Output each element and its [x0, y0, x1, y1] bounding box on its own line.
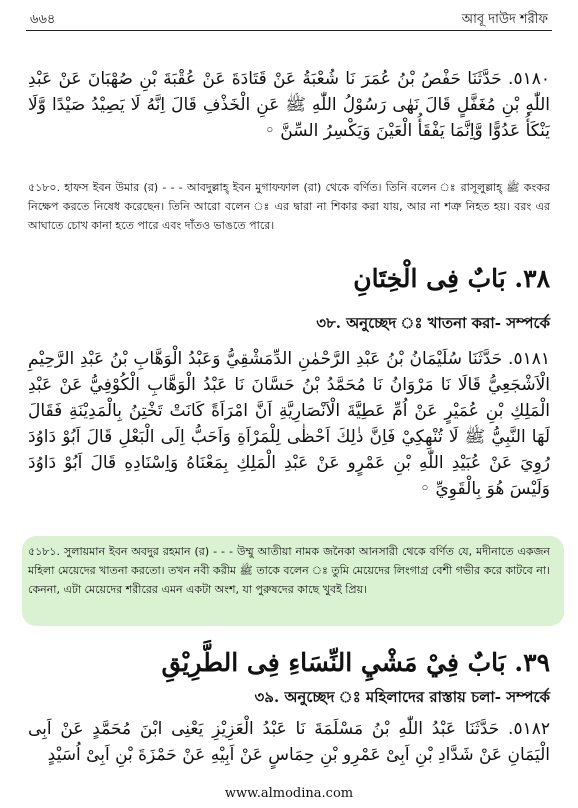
chapter-38-bangla-title: ৩৮. অনুচ্ছেদ ঃ খাতনা করা- সম্পর্কে	[316, 314, 550, 332]
hadith-5181-arabic: ٥١٨١. حَدَّثَنَا سُلَيْمَانُ بْنُ عَبْدِ الرَّحْمٰنِ الدِّمَشْقِيُّ وَعَبْدُ الْوَهَّابِ بْنُ عَبْدِ الرَّحِيْمِ الْاَشْجَعِيُّ قَالَا نَا مَرْوَانُ نَا مُحَمَّدُ بْنُ حَسَّانَ نَا عَبْدُ الْوَهَّابِ الْكُوْفِيُّ عَنْ عَبْدِ الْمَلِكِ بْنِ عُمَيْرٍ عَنْ اُمِّ عَطِيَّةَ الْاَنْصَارِيَّةِ اَنَّ امْرَاَةً كَانَتْ تَخْتِنُ بِالْمَدِيْنَةِ فَقَالَ لَهَا النَّبِيُّ ﷺ لَا تُنْهِكِيْ فَاِنَّ ذٰلِكَ اَحْظٰى لِلْمَرْاَةِ وَاَحَبُّ اِلَى الْبَعْلِ قَالَ اَبُوْ دَاوُدَ رُوِيَ عَنْ عُبَيْدِ اللّٰهِ بْنِ عَمْرٍو عَنْ عَبْدِ الْمَلِكِ بِمَعْنَاهُ وَاِسْنَادِهِ قَالَ اَبُوْ دَاوُدَ وَلَيْسَ هُوَ بِالْقَوِيِّ ◦	[28, 349, 550, 499]
hadith-5182-arabic: ٥١٨٢. حَدَّثَنَا عَبْدُ اللّٰهِ بْنُ مَسْلَمَةَ نَا عَبْدُ الْعَزِيْزِ يَعْنِى ابْنَ مُحَمَّدٍ عَنْ اَبِى الْيَمَانِ عَنْ شَدَّادِ بْنِ اَبِىْ عَمْرِو بْنِ حِمَاسٍ عَنْ اَبِيْهِ عَنْ حَمْزَةَ بْنِ اَبِىْ اُسَيْدٍ	[28, 719, 550, 765]
book-title: আবূ দাউদ শরীফ	[461, 12, 548, 27]
hadith-5180-bangla: ৫১৮০. হাফস ইবন উমার (র) - - - আবদুল্লাহ্ ইবন মুগাফফাল (রা) থেকে বর্ণিত। তিনি বলেন ঃ রাসূলুল্লাহ্ ﷺ কংকর নিক্ষেপ করতে নিষেধ করেছেন। তিনি আরো বলেন ঃ এর দ্বারা না শিকার করা যায়, আর না শত্রু নিহত হয়। বরং এর আঘাতে চোখ কানা হতে পারে এবং দাঁতও ভাঙতে পারে।	[28, 181, 550, 232]
header-rule	[26, 30, 552, 31]
chapter-39-bangla-title: ৩৯. অনুচ্ছেদ ঃ মহিলাদের রাস্তায় চলা- সম্পর্কে	[254, 688, 550, 706]
page-header	[30, 6, 548, 30]
chapter-38-arabic-title: ٣٨. بَابٌ فِى الْخِتَانِ	[353, 264, 550, 293]
hadith-5181-bangla: ৫১৮১. সুলায়মান ইবন অবদুর রহমান (র) - - - উম্মু আতীয়া নামক জনৈকা আনসারী থেকে বর্ণিত যে, মদীনাতে একজন মহিলা মেয়েদের খাতনা করতো। তখন নবী করীম ﷺ তাকে বলেন ঃ তুমি মেয়েদের লিংগাগ্র বেশী গভীর করে কাটবে না। কেননা, এটা মেয়েদের শরীরের এমন একটা অংশ, যা পুরুষদের কাছে খুবই প্রিয়।	[28, 545, 550, 596]
page-number: ৬৬৪	[30, 12, 56, 27]
footer-website[interactable]: www.almodina.com	[224, 786, 354, 801]
chapter-39-arabic-title: ٣٩. بَابٌ فِيْ مَشْيِ النِّسَاءِ فِى الطَّرِيْقِ	[161, 648, 550, 677]
hadith-5180-arabic: ٥١٨٠. حَدَّثَنَا حَفْصُ بْنُ عُمَرَ نَا شُعْبَةُ عَنْ قَتَادَةَ عَنْ عُقْبَةَ بْنِ صُهْبَانَ عَنْ عَبْدِ اللّٰهِ بْنِ مُغَفَّلٍ قَالَ نَهٰى رَسُوْلُ اللّٰهِ ﷺ عَنِ الْخَذْفِ قَالَ اِنَّهُ لَا يَصِيْدُ صَيْدًا وَّلَا يَنْكَأُ عَدُوًّا وَّاِنَّمَا يَفْقَأُ الْعَيْنَ وَيَكْسِرُ السِّنَّ ◦	[28, 69, 550, 141]
